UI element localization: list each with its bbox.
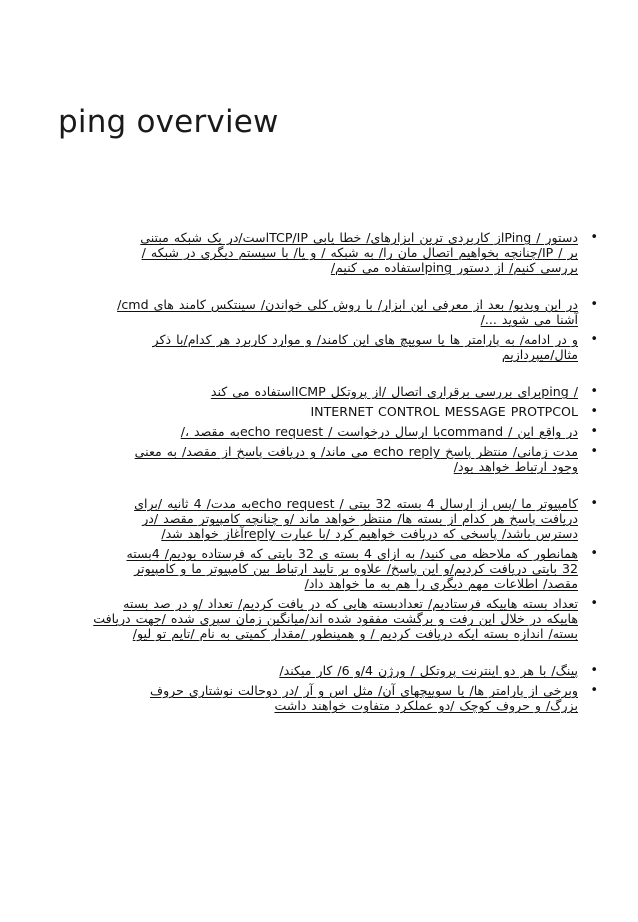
text-line: کامپیوتر ما /پس از ارسال 4 بسته 32 بیتی / echo requestبه مدت/ 4 ثانیه /برای [134, 496, 578, 511]
bullet-dot-icon: • [590, 596, 598, 611]
text-line: همانطور که ملاحظه می کنید/ به ازای 4 بسته ی 32 بایتی که فرستاده بودیم/ 4بسته [126, 546, 578, 561]
bullet-dot-icon: • [590, 297, 598, 312]
bullet-dot-icon: • [590, 663, 598, 678]
bullet-item [34, 683, 598, 713]
bullet-item [34, 444, 598, 474]
text-line: دریافت پاسخ هر کدام از بسته ها/ منتظر خواهد ماند /و چنانچه کامپیوتر مقصد /در [142, 511, 578, 526]
bullet-dot-icon: • [590, 424, 598, 439]
bullet-dot-icon: • [590, 444, 598, 459]
text-line: دستور / Pingاز کاربردی ترین ابزارهای/ خطا یابی TCP/IPاست/در یک شبکه مبتنی [140, 230, 578, 245]
text-line: وبرخی از پارامتر ها/ یا سوییچهای آن/ مثل اس و آر /در دوحالت نوشتاری حروف [150, 683, 578, 698]
bullet-item [34, 496, 598, 541]
bullet-item [34, 596, 598, 641]
bullet-dot-icon: • [590, 230, 598, 245]
slide-content [34, 230, 598, 713]
bullet-item [34, 230, 598, 275]
text-line: INTERNET CONTROL MESSAGE PROTPCOL [310, 404, 578, 419]
bullet-dot-icon: • [590, 404, 598, 419]
slide-title: ping overview [58, 104, 279, 140]
text-line: آشنا می شوید .../ [480, 312, 578, 327]
text-line: و در ادامه/ به پارامتر ها یا سوییچ های این کامند/ و موارد کاربرد هر کدام/با ذکر [152, 332, 578, 347]
text-line: مدت زمانی/ منتظر پاسخ echo reply می ماند/ و دریافت پاسخ از مقصد/ به معنی [134, 444, 578, 459]
bullet-item [34, 663, 598, 678]
text-line: در واقع این / commandبا ارسال درخواست / echo requestبه مقصد ،/ [180, 424, 578, 439]
bullet-dot-icon: • [590, 683, 598, 698]
text-line: در این ویدیو/ بعد از معرفی این ابزار/ با روش کلی خواندن/ سینتکس کامند های cmd/ [117, 297, 578, 312]
text-line: مقصد/ اطلاعات مهم دیگری را هم به ما خواهد داد/ [304, 576, 578, 591]
text-line: 32 بایتی دریافت کردیم/و این پاسخ/ علاوه بر تایید ارتباط بین کامپیوتر ما و کامپیوتر [134, 561, 578, 576]
bullet-dot-icon: • [590, 496, 598, 511]
bullet-dot-icon: • [590, 546, 598, 561]
bullet-item [34, 404, 598, 419]
bullet-item [34, 546, 598, 591]
text-line: بزرگ/ و حروف کوچک /دو عملکرد متفاوت خواهند داشت [274, 698, 578, 713]
bullet-item [34, 297, 598, 327]
bullet-dot-icon: • [590, 332, 598, 347]
text-line: / pingبرای بررسی برقراری اتصال /از پروتکل ICMPاستفاده می کند [210, 384, 578, 399]
bullet-item [34, 384, 598, 399]
bullet-item [34, 332, 598, 362]
text-line: تعداد بسته هاییکه فرستادیم/ تعدادبسته هایی که در یافت کردیم/ تعداد /و در صد بسته [123, 596, 578, 611]
text-line: پینگ/ با هر دو اینترنت پروتکل / ورژن 4/و 6/ کار میکند/ [279, 663, 578, 678]
text-line: وجود ارتباط خواهد بود/ [453, 459, 578, 474]
bullet-item [34, 424, 598, 439]
text-line: بسته/ اندازه بسته ایکه دریافت کردیم / و همینطور /مقدار کمیتی به نام /تایم تو لیو/ [132, 626, 578, 641]
bullet-dot-icon: • [590, 384, 598, 399]
text-line: هاییکه در خلال این رفت و برگشت مفقود شده اند/میانگین زمان سپری شده /جهت دریافت [93, 611, 578, 626]
text-line: دسترس باشد/ پاسخی که دریافت خواهیم کرد /با عبارت replyآغاز خواهد شد/ [161, 526, 578, 541]
text-line: بررسی کنیم/ از دستور pingاستفاده می کنیم/ [330, 260, 578, 275]
text-line: مثال/میپردازیم [501, 347, 578, 362]
text-line: بر / IP/چنانچه بخواهیم اتصال مان را/ به شبکه / و یا/ با سیستم دیگری در شبکه / [141, 245, 578, 260]
